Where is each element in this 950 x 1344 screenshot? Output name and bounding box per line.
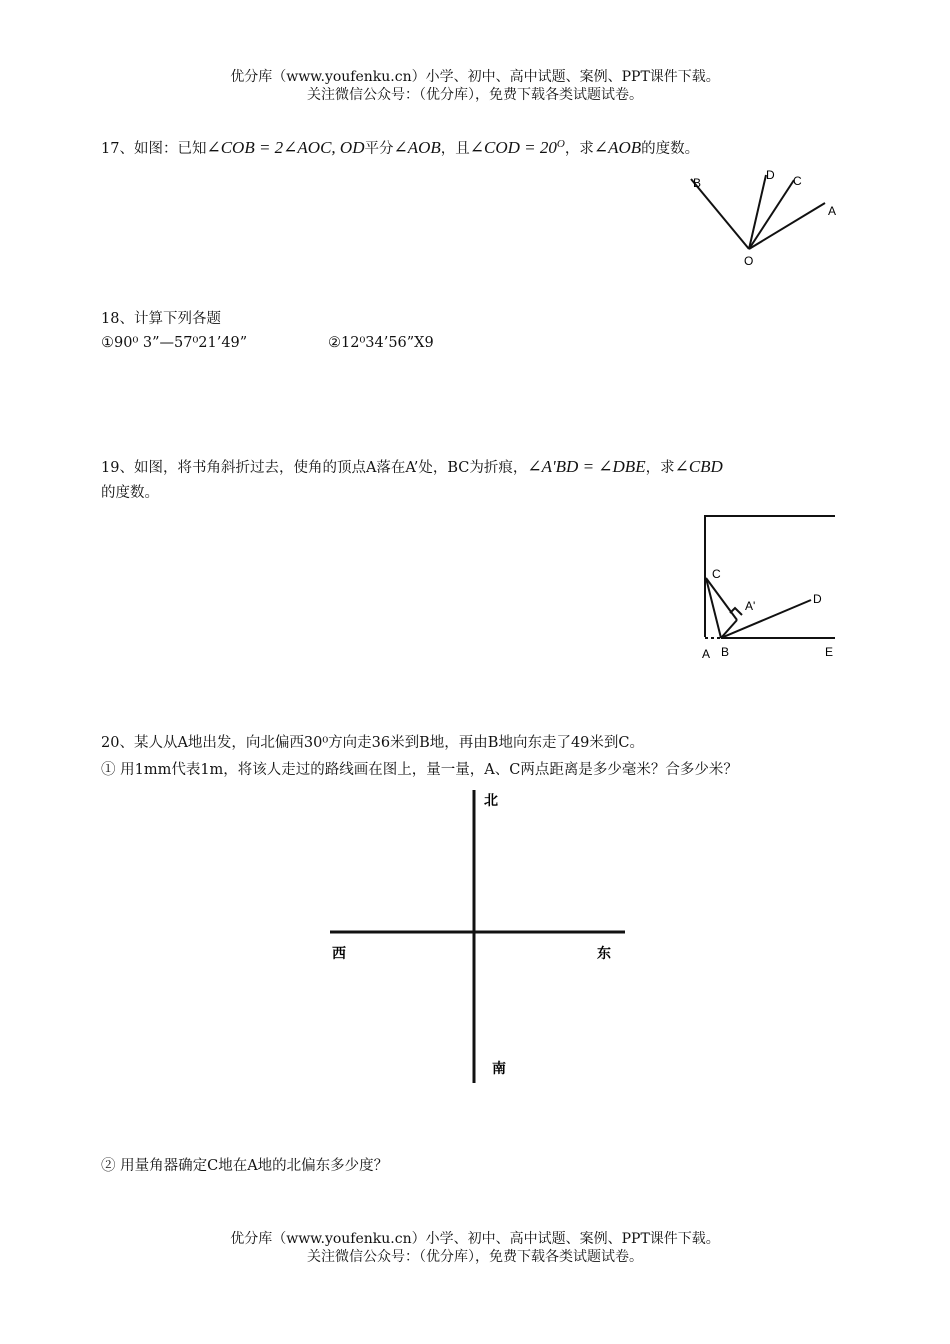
q19-expr: ∠A'BD = ∠DBE: [527, 457, 646, 476]
label-d: D: [813, 592, 822, 606]
question-20-item-2: ② 用量角器确定C地在A地的北偏东多少度？: [101, 1158, 389, 1174]
q17-expr-2: ∠AOB: [393, 137, 441, 157]
header-line-1: 优分库（www.youfenku.cn）小学、初中、高中试题、案例、PPT课件下载。: [230, 69, 720, 85]
question-20-text: 20、某人从A地出发，向北偏西30⁰方向走36米到B地，再由B地向东走了49米到C。: [101, 735, 644, 751]
ray-bd: [721, 600, 811, 638]
page-footer: [0, 1230, 950, 1266]
label-a: A: [828, 204, 837, 218]
q19-expr-2: ∠CBD: [674, 457, 723, 476]
label-o: O: [744, 254, 754, 268]
page-header: [0, 68, 950, 104]
label-c: C: [793, 174, 802, 188]
label-b: B: [693, 176, 702, 190]
label-west: 西: [332, 945, 346, 961]
label-a-prime: A': [745, 599, 756, 613]
label-b: B: [721, 645, 730, 659]
question-19-text: [101, 457, 723, 478]
footer-line-1: 优分库（www.youfenku.cn）小学、初中、高中试题、案例、PPT课件下载。: [230, 1231, 720, 1247]
label-east: 东: [597, 945, 611, 961]
label-e: E: [825, 645, 834, 659]
question-18-title: 18、计算下列各题: [101, 311, 221, 327]
q17-expr-4: ∠AOB: [593, 137, 642, 157]
footer-line-2: 关注微信公众号：（优分库），免费下载各类试题试卷。: [307, 1249, 643, 1265]
q19-text-mid: ，求: [645, 460, 675, 476]
question-18-item-1: ①90⁰ 3”—57⁰21’49”: [101, 335, 248, 351]
header-line-2: 关注微信公众号：（优分库），免费下载各类试题试卷。: [307, 87, 643, 103]
ray-oa: [749, 203, 825, 249]
q17-prefix: 17、如图：已知: [101, 140, 207, 157]
angle-figure-17: [680, 165, 850, 275]
q19-text-prefix: 19、如图，将书角斜折过去，使角的顶点A落在A’处，BC为折痕，: [101, 460, 528, 476]
label-north: 北: [484, 792, 498, 808]
q17-mid-3: ，求: [564, 140, 594, 157]
label-south: 南: [492, 1060, 506, 1076]
label-d: D: [766, 168, 775, 182]
compass-cross-figure: [325, 785, 635, 1090]
q17-suffix: 的度数。: [641, 140, 700, 157]
q17-expr-3: ∠COD = 20: [469, 137, 557, 157]
label-c: C: [712, 567, 721, 581]
fold-figure-19: [695, 508, 845, 663]
question-17-text: [101, 134, 699, 159]
label-a: A: [702, 647, 711, 661]
question-19-line-2: 的度数。: [101, 485, 159, 501]
q17-expr-1: ∠COB = 2∠AOC, OD: [206, 137, 365, 157]
q17-mid-2: ，且: [440, 140, 470, 157]
q17-degree-sup: O: [556, 138, 565, 150]
ray-oc: [749, 180, 794, 249]
q17-mid: 平分: [364, 140, 394, 157]
question-20-item-1: ① 用1mm代表1m，将该人走过的路线画在图上，量一量，A、C两点距离是多少毫米？合多少米？: [101, 762, 738, 778]
ray-od: [749, 175, 766, 249]
question-18-item-2: ②12⁰34’56”X9: [328, 335, 434, 351]
